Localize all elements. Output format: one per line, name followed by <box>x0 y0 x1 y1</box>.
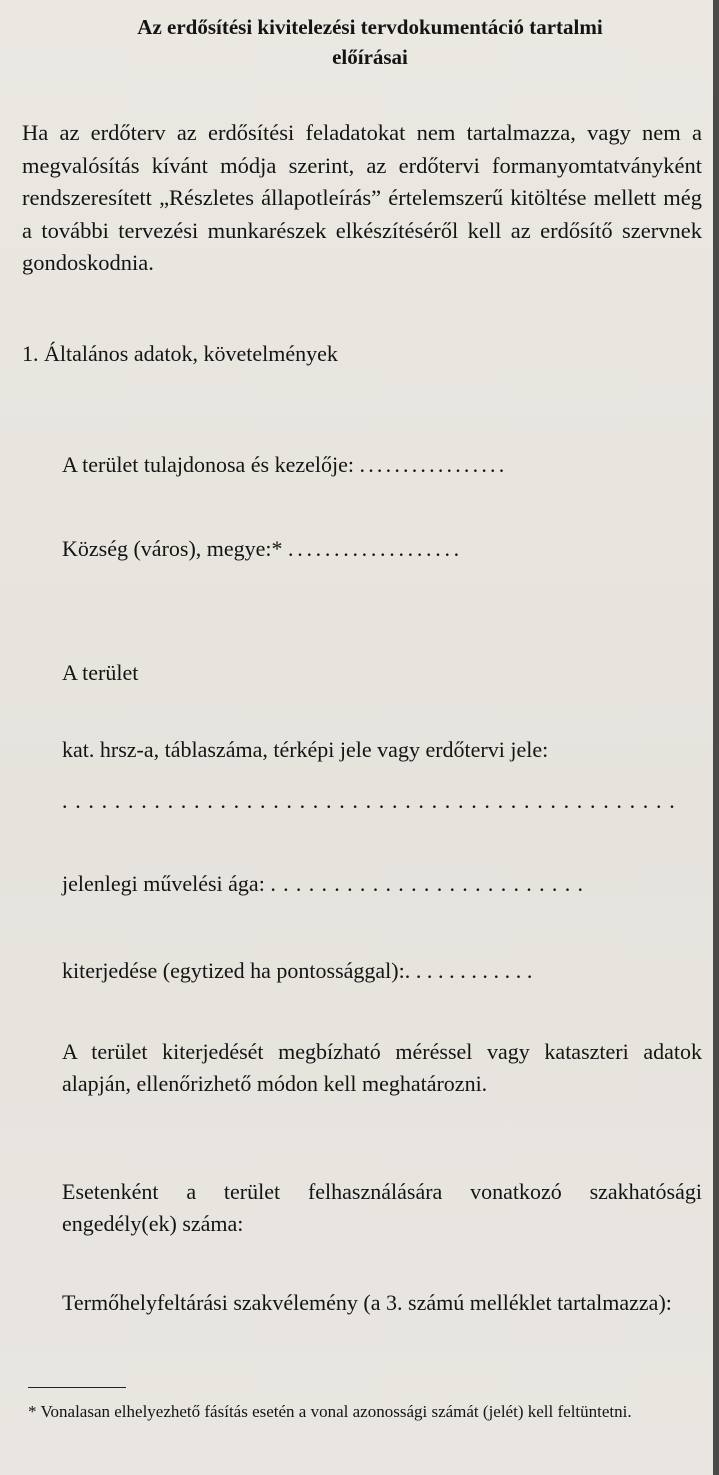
parcel-field <box>62 787 682 815</box>
parcel-label: kat. hrsz-a, táblaszáma, térképi jele vagy erdőtervi jele: <box>62 737 549 762</box>
page-edge <box>713 0 719 1475</box>
site-assessment-label: Termőhelyfeltárási szakvélemény (a 3. számú melléklet tartalmazza): <box>62 1290 672 1315</box>
document-title <box>40 12 700 72</box>
permit-label: Esetenként a terület felhasználására vonatkozó szakhatósági engedély(ek) száma: <box>62 1179 702 1236</box>
village-dots: ................... <box>288 536 463 561</box>
owner-field <box>62 451 507 479</box>
village-field <box>62 535 463 563</box>
extent-label: kiterjedése (egytized ha pontossággal): <box>62 958 405 983</box>
parcel-dots: ............................................... <box>62 788 683 813</box>
extent-dots: ............ <box>404 958 538 983</box>
cultivation-label: jelenlegi művelési ága: <box>62 871 265 896</box>
footnote: * Vonalasan elhelyezhető fásítás esetén a vonal azonossági számát (jelét) kell feltüntetni. <box>28 1402 632 1421</box>
section-heading: 1. Általános adatok, követelmények <box>22 341 338 366</box>
extent-field <box>62 957 538 985</box>
village-label: Község (város), megye:* <box>62 536 283 561</box>
intro-paragraph: Ha az erdőterv az erdősítési feladatokat nem tartalmazza, vagy nem a megvalósítás kívánt módja szerint, az erdőtervi formanyomtatványként rendszeresített „Részletes állapotleírás” értelemszerű kitöltése mellett még a további tervezési munkarészek elkészítéséről kell az erdősítő szervnek gondoskodnia. <box>22 120 702 275</box>
extent-note: A terület kiterjedését megbízható méréssel vagy kataszteri adatok alapján, ellenőrizhető módon kell meghatározni. <box>62 1039 702 1096</box>
title-line-1: Az erdősítési kivitelezési tervdokumentáció tartalmi <box>137 15 603 39</box>
title-line-2: előírásai <box>332 45 408 69</box>
footnote-separator <box>28 1387 126 1388</box>
cultivation-field <box>62 870 590 898</box>
owner-dots: ................. <box>359 452 508 477</box>
area-heading: A terület <box>62 660 139 685</box>
owner-label: A terület tulajdonosa és kezelője: <box>62 452 355 477</box>
cultivation-dots: ......................... <box>270 871 591 896</box>
